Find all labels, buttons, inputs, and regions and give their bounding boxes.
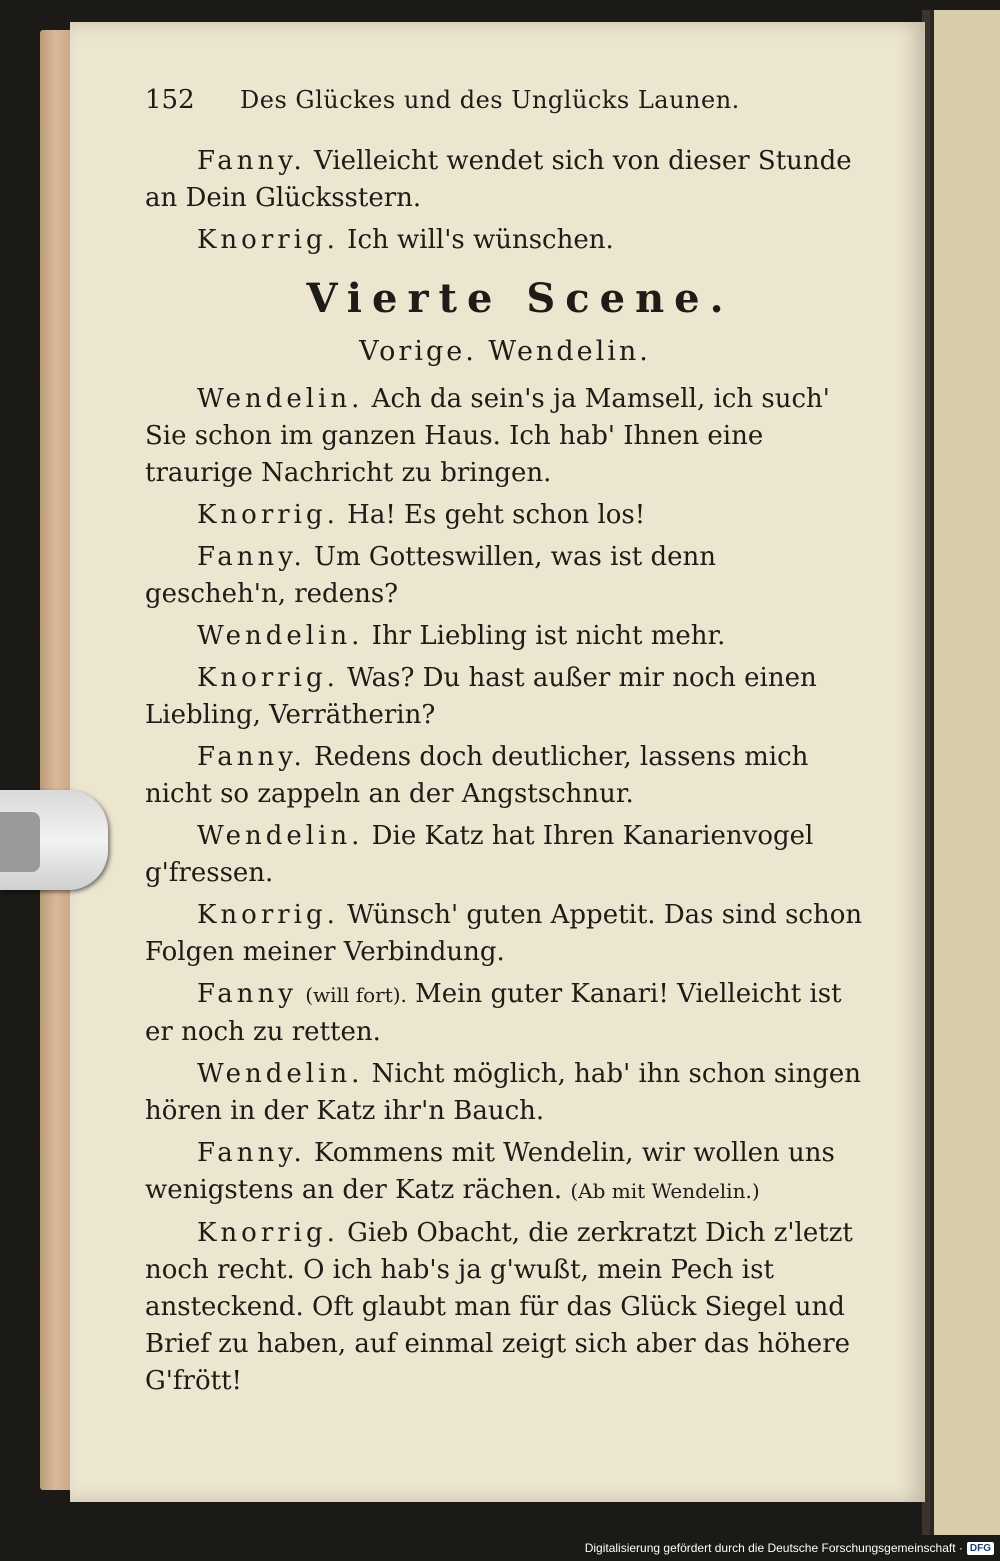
speech: Redens doch deutlicher, lassens mich nicht so zappeln an der Angstschnur.	[145, 742, 809, 809]
speaker: Wendelin.	[197, 1059, 364, 1089]
dialogue-line	[145, 1135, 865, 1210]
dialogue-line	[145, 660, 865, 734]
scene-heading: Vierte Scene.	[306, 275, 734, 322]
speaker: Fanny	[197, 979, 297, 1009]
dialogue-line	[145, 897, 865, 971]
facing-page-edge	[930, 10, 1000, 1535]
stage-direction: (will fort).	[305, 983, 407, 1007]
speech: Kommens mit Wendelin, wir wollen uns wenigstens an der Katz rächen.	[145, 1138, 835, 1205]
speaker: Knorrig.	[197, 663, 339, 693]
stage-direction: (Ab mit Wendelin.)	[570, 1179, 760, 1203]
page-text	[145, 85, 865, 1405]
speech: Um Gotteswillen, was ist denn gescheh'n, redens?	[145, 542, 717, 609]
dialogue-line	[145, 818, 865, 892]
page-header	[145, 85, 865, 125]
dialogue-line	[145, 976, 865, 1051]
speech: Ihr Liebling ist nicht mehr.	[363, 621, 726, 651]
speech: Gieb Obacht, die zerkratzt Dich z'letzt noch recht. O ich hab's ja g'wußt, mein Pech ist ansteckend. Oft glaubt man für das Glück Siegel und Brief zu haben, auf einmal zeigt sich aber das höhere G'frött!	[145, 1218, 853, 1396]
speaker: Knorrig.	[197, 225, 339, 255]
speaker: Wendelin.	[197, 821, 364, 851]
dialogue-line	[145, 222, 865, 259]
dialogue-line	[145, 497, 865, 534]
speech: Ach da sein's ja Mamsell, ich such' Sie schon im ganzen Haus. Ich hab' Ihnen eine traurige Nachricht zu bringen.	[145, 384, 830, 488]
dialogue-line	[145, 539, 865, 613]
credit-text: Digitalisierung gefördert durch die Deutsche Forschungsgemeinschaft ·	[584, 1541, 963, 1555]
speech: Nicht möglich, hab' ihn schon singen hören in der Katz ihr'n Bauch.	[145, 1059, 862, 1126]
speech: Ha! Es geht schon los!	[338, 500, 646, 530]
dialogue-line	[145, 1215, 865, 1400]
dialogue-line	[145, 143, 865, 217]
clip-marker-notch	[0, 812, 40, 872]
dfg-logo: DFG	[967, 1542, 994, 1555]
speaker: Fanny.	[197, 1138, 306, 1168]
speaker: Knorrig.	[197, 1218, 339, 1248]
dialogue-line	[145, 381, 865, 492]
speech: Ich will's wünschen.	[338, 225, 614, 255]
dialogue-line	[145, 1056, 865, 1130]
speaker: Wendelin.	[197, 384, 364, 414]
speaker: Wendelin.	[197, 621, 364, 651]
dialogue-line	[145, 739, 865, 813]
digitization-credit	[585, 1537, 994, 1559]
speaker: Knorrig.	[197, 500, 339, 530]
dialogue-line	[145, 618, 865, 655]
speech: Wünsch' guten Appetit. Das sind schon Folgen meiner Verbindung.	[145, 900, 863, 967]
speaker: Fanny.	[197, 146, 306, 176]
speaker: Knorrig.	[197, 900, 339, 930]
running-title: Des Glückes und des Unglücks Launen.	[240, 86, 740, 114]
speaker: Fanny.	[197, 542, 306, 572]
page-number: 152	[145, 85, 195, 115]
speaker: Fanny.	[197, 742, 306, 772]
speech: Mein guter Kanari! Vielleicht ist er noch zu retten.	[145, 979, 842, 1047]
speech: Was? Du hast außer mir noch einen Liebling, Verrätherin?	[145, 663, 817, 730]
speech: Die Katz hat Ihren Kanarienvogel g'fressen.	[145, 821, 814, 888]
speech: Vielleicht wendet sich von dieser Stunde an Dein Glücksstern.	[145, 146, 852, 213]
scene-characters: Vorige. Wendelin.	[359, 336, 651, 367]
